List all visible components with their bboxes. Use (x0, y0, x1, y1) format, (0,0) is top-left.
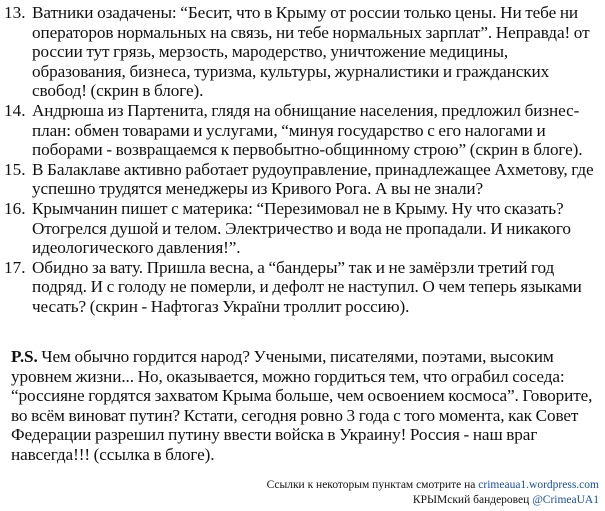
postscript-text: Чем обычно гордится народ? Учеными, писателями, поэтами, высоким уровнем жизни... Но, оказывается, можно гордиться тем, что ограбил соседа: “россияне гордятся захватом Крыма больше, чем освоением космоса”. Говорите, во всём виноват путин? Кстати, сегодня ровно 3 года с того момента, как Совет Федерации разрешил путину ввести войска в Украину! Россия - наш враг навсегда!!! (ссылка в блоге). (11, 347, 593, 464)
item-number: 15. (4, 159, 26, 179)
numbered-list (4, 3, 602, 317)
item-number: 17. (4, 257, 26, 277)
list-item (4, 160, 602, 199)
twitter-handle-link[interactable]: @CrimeaUA1 (532, 494, 599, 506)
list-item (4, 258, 602, 317)
item-number: 14. (4, 100, 26, 120)
item-text: Андрюша из Партенита, глядя на обнищание населения, предложил бизнес-план: обмен товарами и услугами, “минуя государство с его налогами и поборами - возвращаемся к первобытно-общинному строю” (скрин в блоге). (32, 100, 583, 160)
item-text: Крымчанин пишет с материка: “Перезимовал не в Крыму. Ну что сказать? Отогрелся душой и телом. Электричество и вода не пропадали. И никакого идеологического давления!”. (32, 198, 571, 258)
list-item (4, 199, 602, 258)
blog-link[interactable]: crimeaua1.wordpress.com (478, 479, 599, 491)
postscript-label: P.S. (11, 347, 38, 366)
footer-note-text: Ссылки к некоторым пунктам смотрите на (266, 479, 479, 491)
item-text: Ватники озадачены: “Бесит, что в Крыму от россии только цены. Ни тебе ни операторов нормальных на связь, ни тебе нормальных зарплат”. Неправда! от россии тут грязь, мерзость, мародерство, уничтожение медицины, образования, бизнеса, туризма, культуры, журналистики и гражданских свобод! (скрин в блоге). (32, 3, 590, 101)
postscript-paragraph (11, 347, 601, 465)
item-number: 16. (4, 198, 26, 218)
item-text: Обидно за вату. Пришла весна, а “бандеры” так и не замёрзли третий год подряд. И с голоду не померли, и дефолт не наступил. О чем теперь языками чесать? (скрин - Нафтогаз України троллит россию). (32, 257, 582, 316)
footer-signature (0, 493, 599, 507)
item-number: 13. (4, 3, 26, 22)
footer-author-text: КРЫМский бандеровец (412, 494, 533, 506)
footer-links-note (0, 478, 599, 492)
list-item (4, 3, 602, 101)
list-item (4, 101, 602, 160)
item-text: В Балаклаве активно работает рудоуправление, принадлежащее Ахметову, где успешно трудятся менеджеры из Кривого Рога. А вы не знали? (32, 159, 594, 199)
